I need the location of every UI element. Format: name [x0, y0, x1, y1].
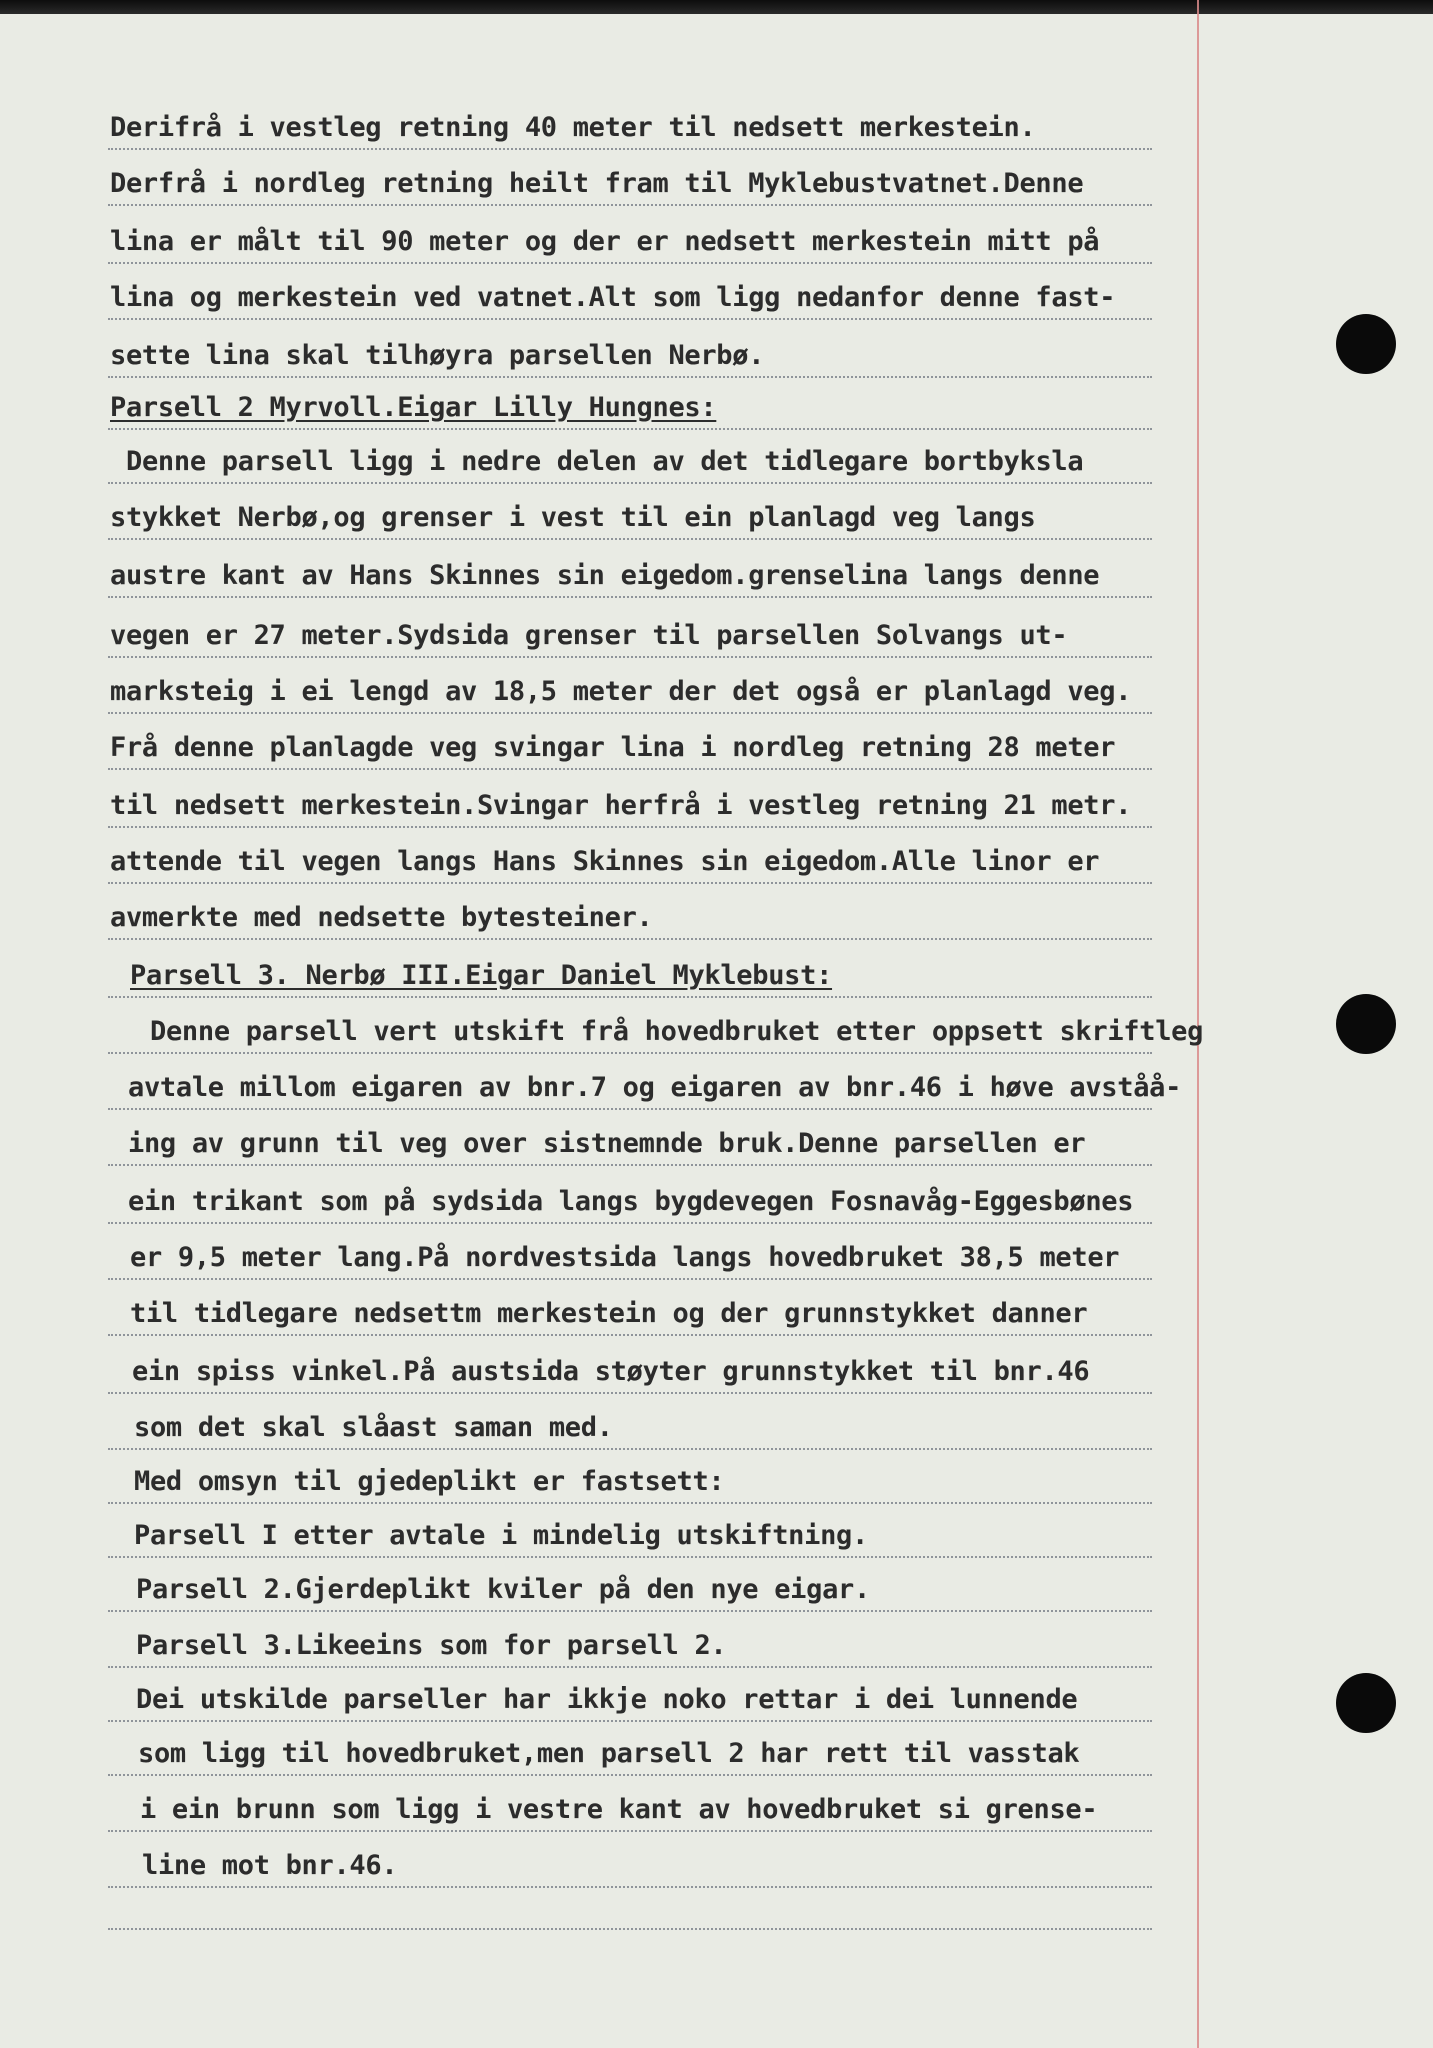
ruled-line [108, 1334, 1152, 1336]
ruled-line [108, 882, 1152, 884]
ruled-line [108, 712, 1152, 714]
text-line: Parsell 3.Likeeins som for parsell 2. [136, 1630, 727, 1661]
ruled-line [108, 1278, 1152, 1280]
ruled-line [108, 768, 1152, 770]
text-line: Dei utskilde parseller har ikkje noko rettar i dei lunnende [136, 1684, 1078, 1715]
text-line: line mot bnr.46. [142, 1850, 398, 1881]
ruled-line [108, 1448, 1152, 1450]
ruled-line [108, 996, 1152, 998]
text-line: attende til vegen langs Hans Skinnes sin eigedom.Alle linor er [110, 846, 1100, 877]
ruled-line [108, 1886, 1152, 1888]
text-line: Denne parsell ligg i nedre delen av det tidlegare bortbyksla [126, 446, 1084, 477]
text-line: ein trikant som på sydsida langs bygdevegen Fosnavåg-Eggesbønes [128, 1186, 1134, 1217]
ruled-line [108, 656, 1152, 658]
text-line: Parsell I etter avtale i mindelig utskiftning. [134, 1520, 868, 1551]
ruled-line [108, 1108, 1152, 1110]
ruled-line [108, 1774, 1152, 1776]
ruled-line [108, 428, 1152, 430]
ruled-line [108, 1720, 1152, 1722]
ruled-line [108, 204, 1152, 206]
ruled-line [108, 826, 1152, 828]
ruled-line [108, 938, 1152, 940]
ruled-line [108, 376, 1152, 378]
text-line: stykket Nerbø,og grenser i vest til ein planlagd veg langs [110, 502, 1036, 533]
ruled-line [108, 1164, 1152, 1166]
text-line: er 9,5 meter lang.På nordvestsida langs hovedbruket 38,5 meter [130, 1242, 1120, 1273]
ruled-line [108, 1830, 1152, 1832]
text-line: Med omsyn til gjedeplikt er fastsett: [134, 1466, 725, 1497]
text-line: lina og merkestein ved vatnet.Alt som ligg nedanfor denne fast- [110, 282, 1116, 313]
text-line: ing av grunn til veg over sistnemnde bruk.Denne parsellen er [128, 1128, 1086, 1159]
ruled-line [108, 1222, 1152, 1224]
text-line: avtale millom eigaren av bnr.7 og eigaren av bnr.46 i høve avståå- [128, 1072, 1182, 1103]
text-line: Denne parsell vert utskift frå hovedbruket etter oppsett skriftleg [150, 1016, 1204, 1047]
punch-hole-bottom [1336, 1673, 1396, 1733]
scan-top-edge [0, 0, 1433, 14]
text-line: til nedsett merkestein.Svingar herfrå i vestleg retning 21 metr. [110, 790, 1132, 821]
ruled-line [108, 596, 1152, 598]
text-line: som ligg til hovedbruket,men parsell 2 har rett til vasstak [138, 1738, 1080, 1769]
punch-hole-middle [1336, 994, 1396, 1054]
ruled-line [108, 318, 1152, 320]
text-line: Derifrå i vestleg retning 40 meter til nedsett merkestein. [110, 112, 1036, 143]
section-heading: Parsell 2 Myrvoll.Eigar Lilly Hungnes: [110, 392, 717, 423]
text-line: Derfrå i nordleg retning heilt fram til Myklebustvatnet.Denne [110, 168, 1084, 199]
ruled-line [108, 538, 1152, 540]
ruled-line [108, 262, 1152, 264]
text-line: vegen er 27 meter.Sydsida grenser til parsellen Solvangs ut- [110, 620, 1068, 651]
ruled-line [108, 1052, 1152, 1054]
text-line: i ein brunn som ligg i vestre kant av hovedbruket si grense- [140, 1794, 1098, 1825]
text-line: Parsell 2.Gjerdeplikt kviler på den nye eigar. [136, 1574, 870, 1605]
punch-hole-top [1336, 314, 1396, 374]
text-line: avmerkte med nedsette bytesteiner. [110, 902, 653, 933]
ruled-line [108, 1392, 1152, 1394]
ruled-line [108, 1928, 1152, 1930]
ruled-line [108, 1556, 1152, 1558]
text-line: lina er målt til 90 meter og der er nedsett merkestein mitt på [110, 226, 1100, 257]
ruled-line [108, 1502, 1152, 1504]
section-heading: Parsell 3. Nerbø III.Eigar Daniel Myklebust: [130, 960, 833, 991]
text-line: som det skal slåast saman med. [134, 1412, 613, 1443]
text-line: Frå denne planlagde veg svingar lina i nordleg retning 28 meter [110, 732, 1116, 763]
ruled-line [108, 482, 1152, 484]
text-line: sette lina skal tilhøyra parsellen Nerbø. [110, 340, 765, 371]
text-line: til tidlegare nedsettm merkestein og der grunnstykket danner [130, 1298, 1088, 1329]
ruled-line [108, 1610, 1152, 1612]
ruled-line [108, 1666, 1152, 1668]
text-line: marksteig i ei lengd av 18,5 meter der det også er planlagd veg. [110, 676, 1132, 707]
ruled-line [108, 148, 1152, 150]
text-line: austre kant av Hans Skinnes sin eigedom.grenselina langs denne [110, 560, 1100, 591]
text-line: ein spiss vinkel.På austsida støyter grunnstykket til bnr.46 [132, 1356, 1090, 1387]
